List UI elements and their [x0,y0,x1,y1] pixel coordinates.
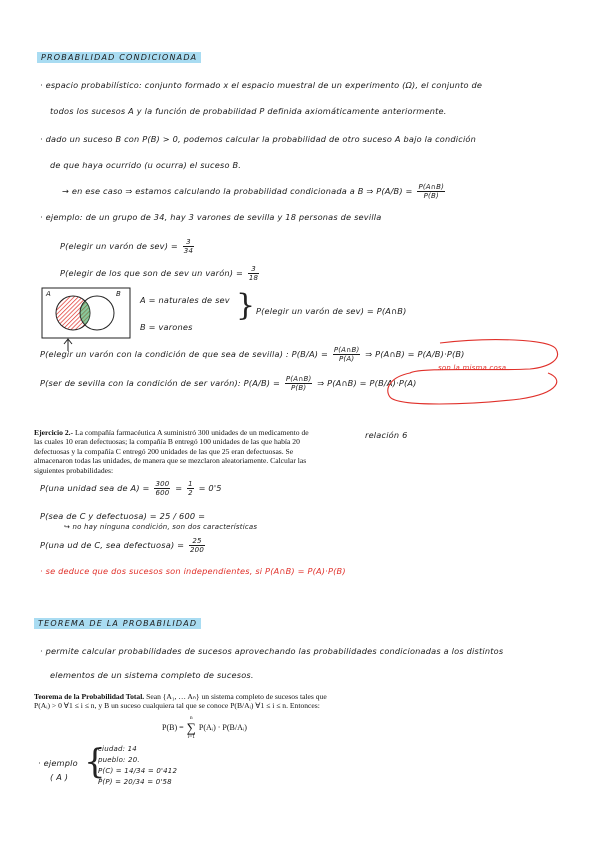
fraction-numerator: 1 [188,480,193,488]
equals-sign: = [175,483,183,493]
bullet-given-event-line2: de que haya ocurrido (u ocurra) el suceso B. [50,160,242,170]
example-prob-1 [60,238,196,255]
exercise-q1-result: = 0'5 [198,483,222,493]
venn-label-b: B [116,290,122,298]
bullet-prob-space-line2: todos los sucesos A y la función de probabilidad P definida axiomáticamente anteriormente. [50,106,447,116]
fraction-numerator: 3 [248,265,259,274]
total-prob-bullet-line1: · permite calcular probabilidades de sucesos aprovechando las probabilidades condicionadas a los distintos [40,646,504,656]
exercise-q3-text: P(una ud de C, sea defectuosa) = [40,540,185,550]
theorem-text-line2: P(Aᵢ) > 0 ∀1 ≤ i ≤ n, y B un suceso cualquiera tal que se conoce P(B/Aᵢ) ∀1 ≤ i ≤ n. Entonces: [34,701,320,711]
independence-note: · se deduce que dos sucesos son independientes, si P(A∩B) = P(A)·P(B) [40,566,346,576]
exercise-text-line3: defectuosas y la compañía C entregó 200 unidades de las que 25 eran defectuosas. Se [34,446,294,456]
exercise-q3 [40,537,207,554]
conditional-definition-text: → en ese caso ⇒ estamos calculando la probabilidad condicionada a B ⇒ P(A/B) = [62,186,413,196]
theorem-text-line1: Sean {A₁, … Aₙ} un sistema completo de sucesos tales que [146,692,327,701]
conditional-definition [62,183,447,200]
brace-result: P(elegir un varón de sev) = P(A∩B) [256,306,407,316]
exercise-heading: Ejercicio 2.- [34,428,74,437]
example-sub-label: ( A ) [50,772,69,782]
example-prob-2 [60,265,261,282]
fraction-numerator: P(A∩B) [333,346,360,354]
venn-label-a: A [46,290,51,298]
example-line-2: pueblo: 20. [98,756,140,764]
fraction-numerator: P(A∩B) [418,183,445,191]
conditional-fraction [417,183,445,200]
example-prob-1-text: P(elegir un varón de sev) = [60,241,178,251]
fraction-denominator: P(A) [338,355,355,363]
example-line-4: P(P) = 20/34 = 0'58 [98,778,172,786]
exercise-text [34,428,340,475]
total-prob-bullet-line2: elementos de un sistema completo de sucesos. [50,670,254,680]
bullet-given-event-line1: · dado un suceso B con P(B) > 0, podemos calcular la probabilidad de otro suceso A bajo la condición [40,134,477,144]
fraction-numerator: 300 [155,480,170,488]
fraction-denominator: 18 [248,274,259,282]
exercise-text-line1: La compañía farmacéutica A suministró 300 unidades de un medicamento de [74,428,309,437]
section-title-conditional: PROBABILIDAD CONDICIONADA [37,52,201,63]
venn-definition-b: B = varones [140,322,193,332]
brace-symbol: } [236,288,256,323]
formula-rhs: P(Aᵢ) · P(B/Aᵢ) [198,723,247,733]
fraction-numerator: 3 [183,238,194,247]
example-line-1: ciudad: 14 [98,745,137,753]
exercise-text-line2: las cuales 10 eran defectuosas; la compañía B entregó 100 unidades de las que había 20 [34,437,300,447]
theorem-text [34,692,344,711]
conditional-example-1-fraction [333,346,361,363]
fraction-denominator: P(B) [291,384,307,392]
fraction-numerator: 25 [189,537,205,546]
bullet-prob-space-line1: · espacio probabilístico: conjunto formado x el espacio muestral de un experimento (Ω), el conjunto de [40,80,483,90]
conditional-example-1-result: ⇒ P(A∩B) = P(A/B)·P(B) [365,349,465,359]
exercise-q1-fraction [154,480,170,497]
exercise-q3-fraction [189,537,205,554]
fraction-denominator: 2 [188,489,193,497]
conditional-example-2 [40,375,417,392]
sum-lower-limit: i=1 [187,734,195,740]
venn-definition-a: A = naturales de sev [140,295,230,305]
sum-upper-limit: n [189,715,193,721]
exercise-text-line5: siguientes probabilidades: [34,465,114,475]
section-title-total-probability: TEOREMA DE LA PROBABILIDAD [34,618,201,629]
sum-symbol [187,715,196,741]
sigma-icon: ∑ [186,720,196,735]
example-line-3: P(C) = 14/34 = 0'412 [98,767,178,775]
fraction-denominator: P(B) [423,192,439,200]
conditional-example-2-result: ⇒ P(A∩B) = P(B/A)·P(A) [317,378,417,388]
exercise-q1 [40,480,222,497]
example-line: · ejemplo: de un grupo de 34, hay 3 varones de sevilla y 18 personas de sevilla [40,212,382,222]
same-thing-note: son la misma cosa [438,364,507,372]
example-brace: { [84,742,106,782]
fraction-numerator: P(A∩B) [285,375,312,383]
exercise-q1-text: P(una unidad sea de A) = [40,483,150,493]
example-prob-1-fraction [183,238,194,255]
fraction-denominator: 600 [155,489,170,497]
conditional-example-1-text: P(elegir un varón con la condición de que sea de sevilla) : P(B/A) = [40,349,329,359]
example-prob-2-text: P(elegir de los que son de sev un varón) = [60,268,244,278]
conditional-example-2-fraction [285,375,313,392]
fraction-denominator: 34 [183,247,194,255]
exercise-q2-note: ↪ no hay ninguna condición, son dos características [64,523,258,531]
theorem-heading: Teorema de la Probabilidad Total. [34,692,145,701]
exercise-q1-fraction-simplified [187,480,194,497]
red-annotation-outline [380,337,580,409]
exercise-side-note: relación 6 [365,430,408,440]
example-prob-2-fraction [248,265,259,282]
example-label: · ejemplo [38,758,78,768]
exercise-q2: P(sea de C y defectuosa) = 25 / 600 = [40,511,206,521]
exercise-text-line4: almacenaron todas las unidades, de manera que se mezclaron aleatoriamente. Calcular las [34,456,307,466]
fraction-denominator: 200 [190,546,204,554]
formula-lhs: P(B) = [162,723,184,733]
conditional-example-2-text: P(ser de sevilla con la condición de ser varón): P(A/B) = [40,378,281,388]
theorem-formula [162,715,247,741]
